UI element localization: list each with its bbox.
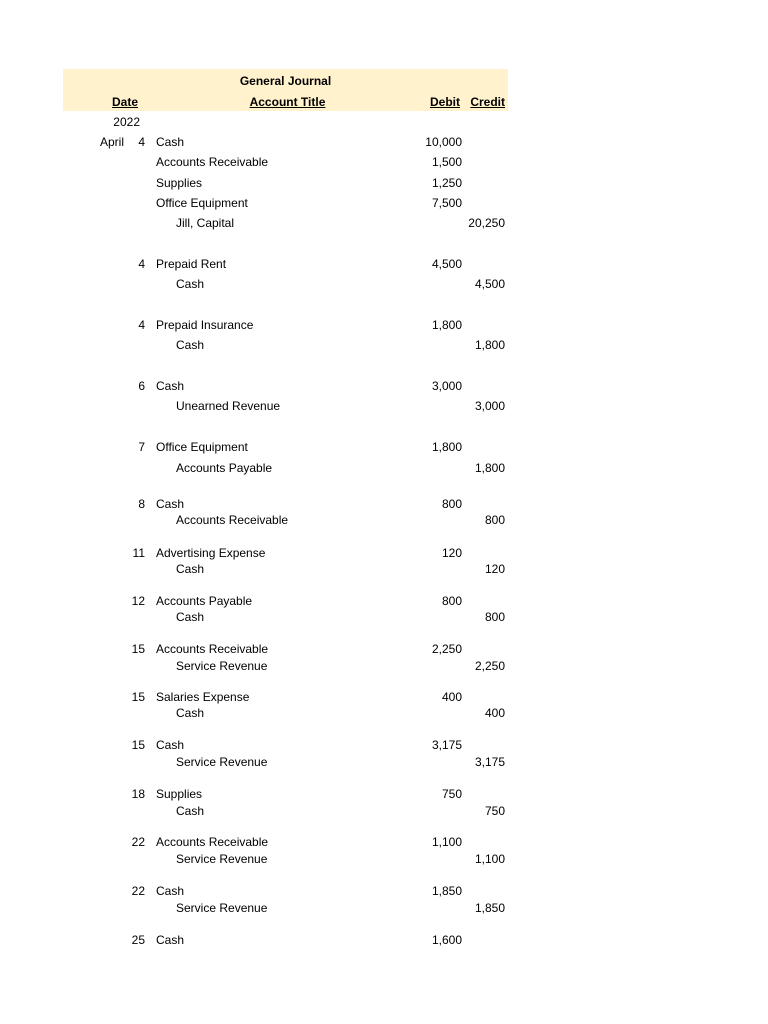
account-title: Cash [176,610,205,624]
account-title: Cash [156,738,185,752]
account-title: Cash [176,562,205,576]
entry-day: 4 [138,135,145,149]
entry-day: 12 [131,594,145,608]
entry-day: 25 [131,933,145,947]
debit-amount: 800 [441,497,462,511]
entry-day: 15 [131,738,145,752]
account-title: Office Equipment [156,196,248,210]
account-title: Cash [156,884,185,898]
credit-amount: 20,250 [468,216,505,230]
entry-day: 22 [131,884,145,898]
credit-amount: 120 [484,562,505,576]
credit-amount: 1,100 [474,852,505,866]
account-title: Cash [176,277,205,291]
entry-day: 8 [138,497,145,511]
entry-day: 22 [131,835,145,849]
debit-amount: 10,000 [425,135,462,149]
credit-amount: 1,800 [474,338,505,352]
debit-amount: 400 [441,690,462,704]
entry-day: 7 [138,440,145,454]
entry-day: 11 [132,546,145,560]
account-title: Prepaid Insurance [156,318,254,332]
debit-amount: 800 [441,594,462,608]
debit-amount: 7,500 [431,196,462,210]
account-title: Supplies [156,787,203,801]
credit-amount: 750 [484,804,505,818]
account-title: Cash [176,706,205,720]
account-title: Accounts Receivable [156,155,269,169]
entry-day: 6 [138,379,145,393]
account-title: Service Revenue [176,755,268,769]
account-title: Unearned Revenue [176,399,281,413]
account-title: Accounts Receivable [156,642,269,656]
debit-amount: 3,000 [431,379,462,393]
account-title: Prepaid Rent [156,257,227,271]
debit-amount: 1,250 [431,176,462,190]
entry-day: 4 [138,257,145,271]
account-title: Supplies [156,176,203,190]
account-title: Jill, Capital [176,216,235,230]
credit-amount: 1,800 [474,461,505,475]
journal-year: 2022 [113,115,140,129]
credit-amount: 400 [484,706,505,720]
credit-amount: 3,000 [474,399,505,413]
journal-month: April [100,135,125,149]
account-title-column-header: Account Title [249,95,326,109]
account-title: Cash [156,497,185,511]
journal-title: General Journal [239,74,332,88]
account-title: Cash [176,338,205,352]
account-title: Cash [156,933,185,947]
account-title: Cash [156,379,185,393]
debit-amount: 1,100 [431,835,462,849]
account-title: Service Revenue [176,852,268,866]
account-title: Advertising Expense [156,546,266,560]
account-title: Salaries Expense [156,690,250,704]
debit-amount: 120 [441,546,462,560]
account-title: Cash [176,804,205,818]
debit-amount: 2,250 [431,642,462,656]
account-title: Service Revenue [176,659,268,673]
credit-amount: 800 [484,610,505,624]
entry-day: 15 [131,642,145,656]
debit-amount: 4,500 [431,257,462,271]
account-title: Accounts Payable [176,461,273,475]
credit-amount: 1,850 [474,901,505,915]
credit-column-header: Credit [470,95,505,109]
account-title: Accounts Receivable [156,835,269,849]
debit-amount: 1,800 [431,318,462,332]
account-title: Cash [156,135,185,149]
entry-day: 4 [138,318,145,332]
debit-amount: 1,850 [431,884,462,898]
debit-amount: 1,500 [431,155,462,169]
date-column-header: Date [111,95,138,109]
account-title: Service Revenue [176,901,268,915]
credit-amount: 4,500 [474,277,505,291]
entry-day: 15 [131,690,145,704]
debit-amount: 3,175 [431,738,462,752]
debit-amount: 750 [441,787,462,801]
credit-amount: 2,250 [474,659,505,673]
debit-amount: 1,600 [431,933,462,947]
account-title: Accounts Receivable [176,513,289,527]
credit-amount: 800 [484,513,505,527]
credit-amount: 3,175 [474,755,505,769]
account-title: Accounts Payable [156,594,253,608]
debit-amount: 1,800 [431,440,462,454]
account-title: Office Equipment [156,440,248,454]
debit-column-header: Debit [430,95,460,109]
entry-day: 18 [131,787,145,801]
